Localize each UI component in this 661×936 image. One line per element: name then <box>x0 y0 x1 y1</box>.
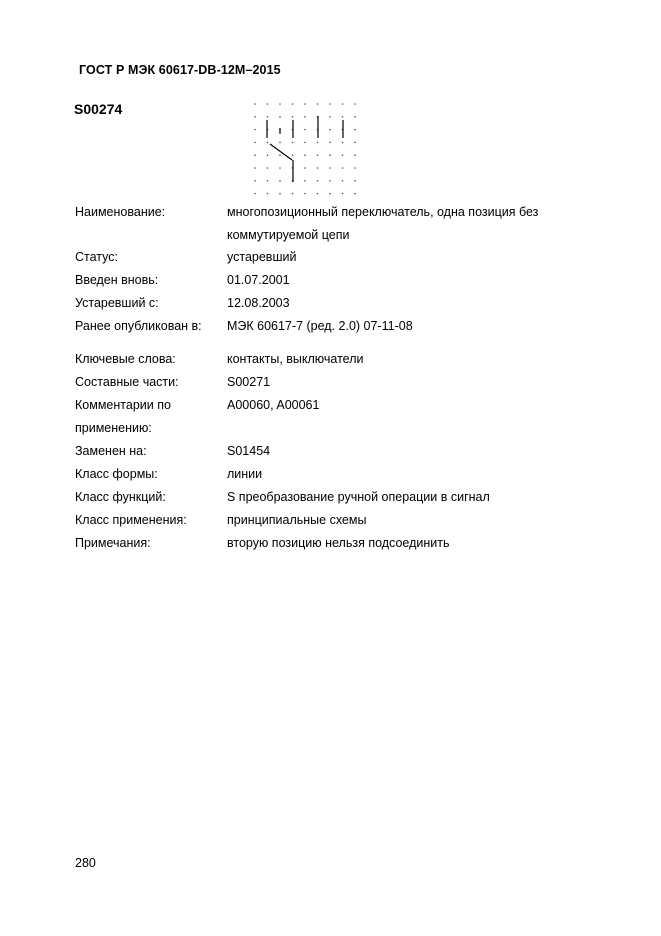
field-value: устаревший <box>227 250 297 264</box>
field-label: Класс формы: <box>75 467 158 481</box>
field-label: Примечания: <box>75 536 151 550</box>
field-value: S преобразование ручной операции в сигнал <box>227 490 490 504</box>
field-value: 01.07.2001 <box>227 273 290 287</box>
field-value: A00060, A00061 <box>227 398 320 412</box>
field-value: S00271 <box>227 375 271 389</box>
document-header: ГОСТ Р МЭК 60617-DB-12M–2015 <box>79 63 281 77</box>
field-label: Наименование: <box>75 205 166 219</box>
symbol-id: S00274 <box>74 101 123 117</box>
field-value: 12.08.2003 <box>227 296 290 310</box>
field-label: Заменен на: <box>75 444 147 458</box>
field-label: Введен вновь: <box>75 273 159 287</box>
field-value: контакты, выключатели <box>227 352 364 366</box>
field-value: вторую позицию нельзя подсоединить <box>227 536 450 550</box>
switch-symbol-icon <box>250 98 360 200</box>
field-label: Ранее опубликован в: <box>75 319 202 333</box>
field-label: Ключевые слова: <box>75 352 176 366</box>
field-label: применению: <box>75 421 152 435</box>
field-value: линии <box>227 467 263 481</box>
field-value: принципиальные схемы <box>227 513 367 527</box>
field-label: Комментарии по <box>75 398 171 412</box>
field-label: Составные части: <box>75 375 179 389</box>
field-value: коммутируемой цепи <box>227 228 350 242</box>
field-label: Устаревший с: <box>75 296 159 310</box>
field-value: многопозиционный переключатель, одна позиция без <box>227 205 539 219</box>
field-label: Класс функций: <box>75 490 166 504</box>
field-value: МЭК 60617-7 (ред. 2.0) 07-11-08 <box>227 319 413 333</box>
page-number: 280 <box>75 856 96 870</box>
field-value: S01454 <box>227 444 271 458</box>
field-label: Статус: <box>75 250 118 264</box>
field-label: Класс применения: <box>75 513 187 527</box>
